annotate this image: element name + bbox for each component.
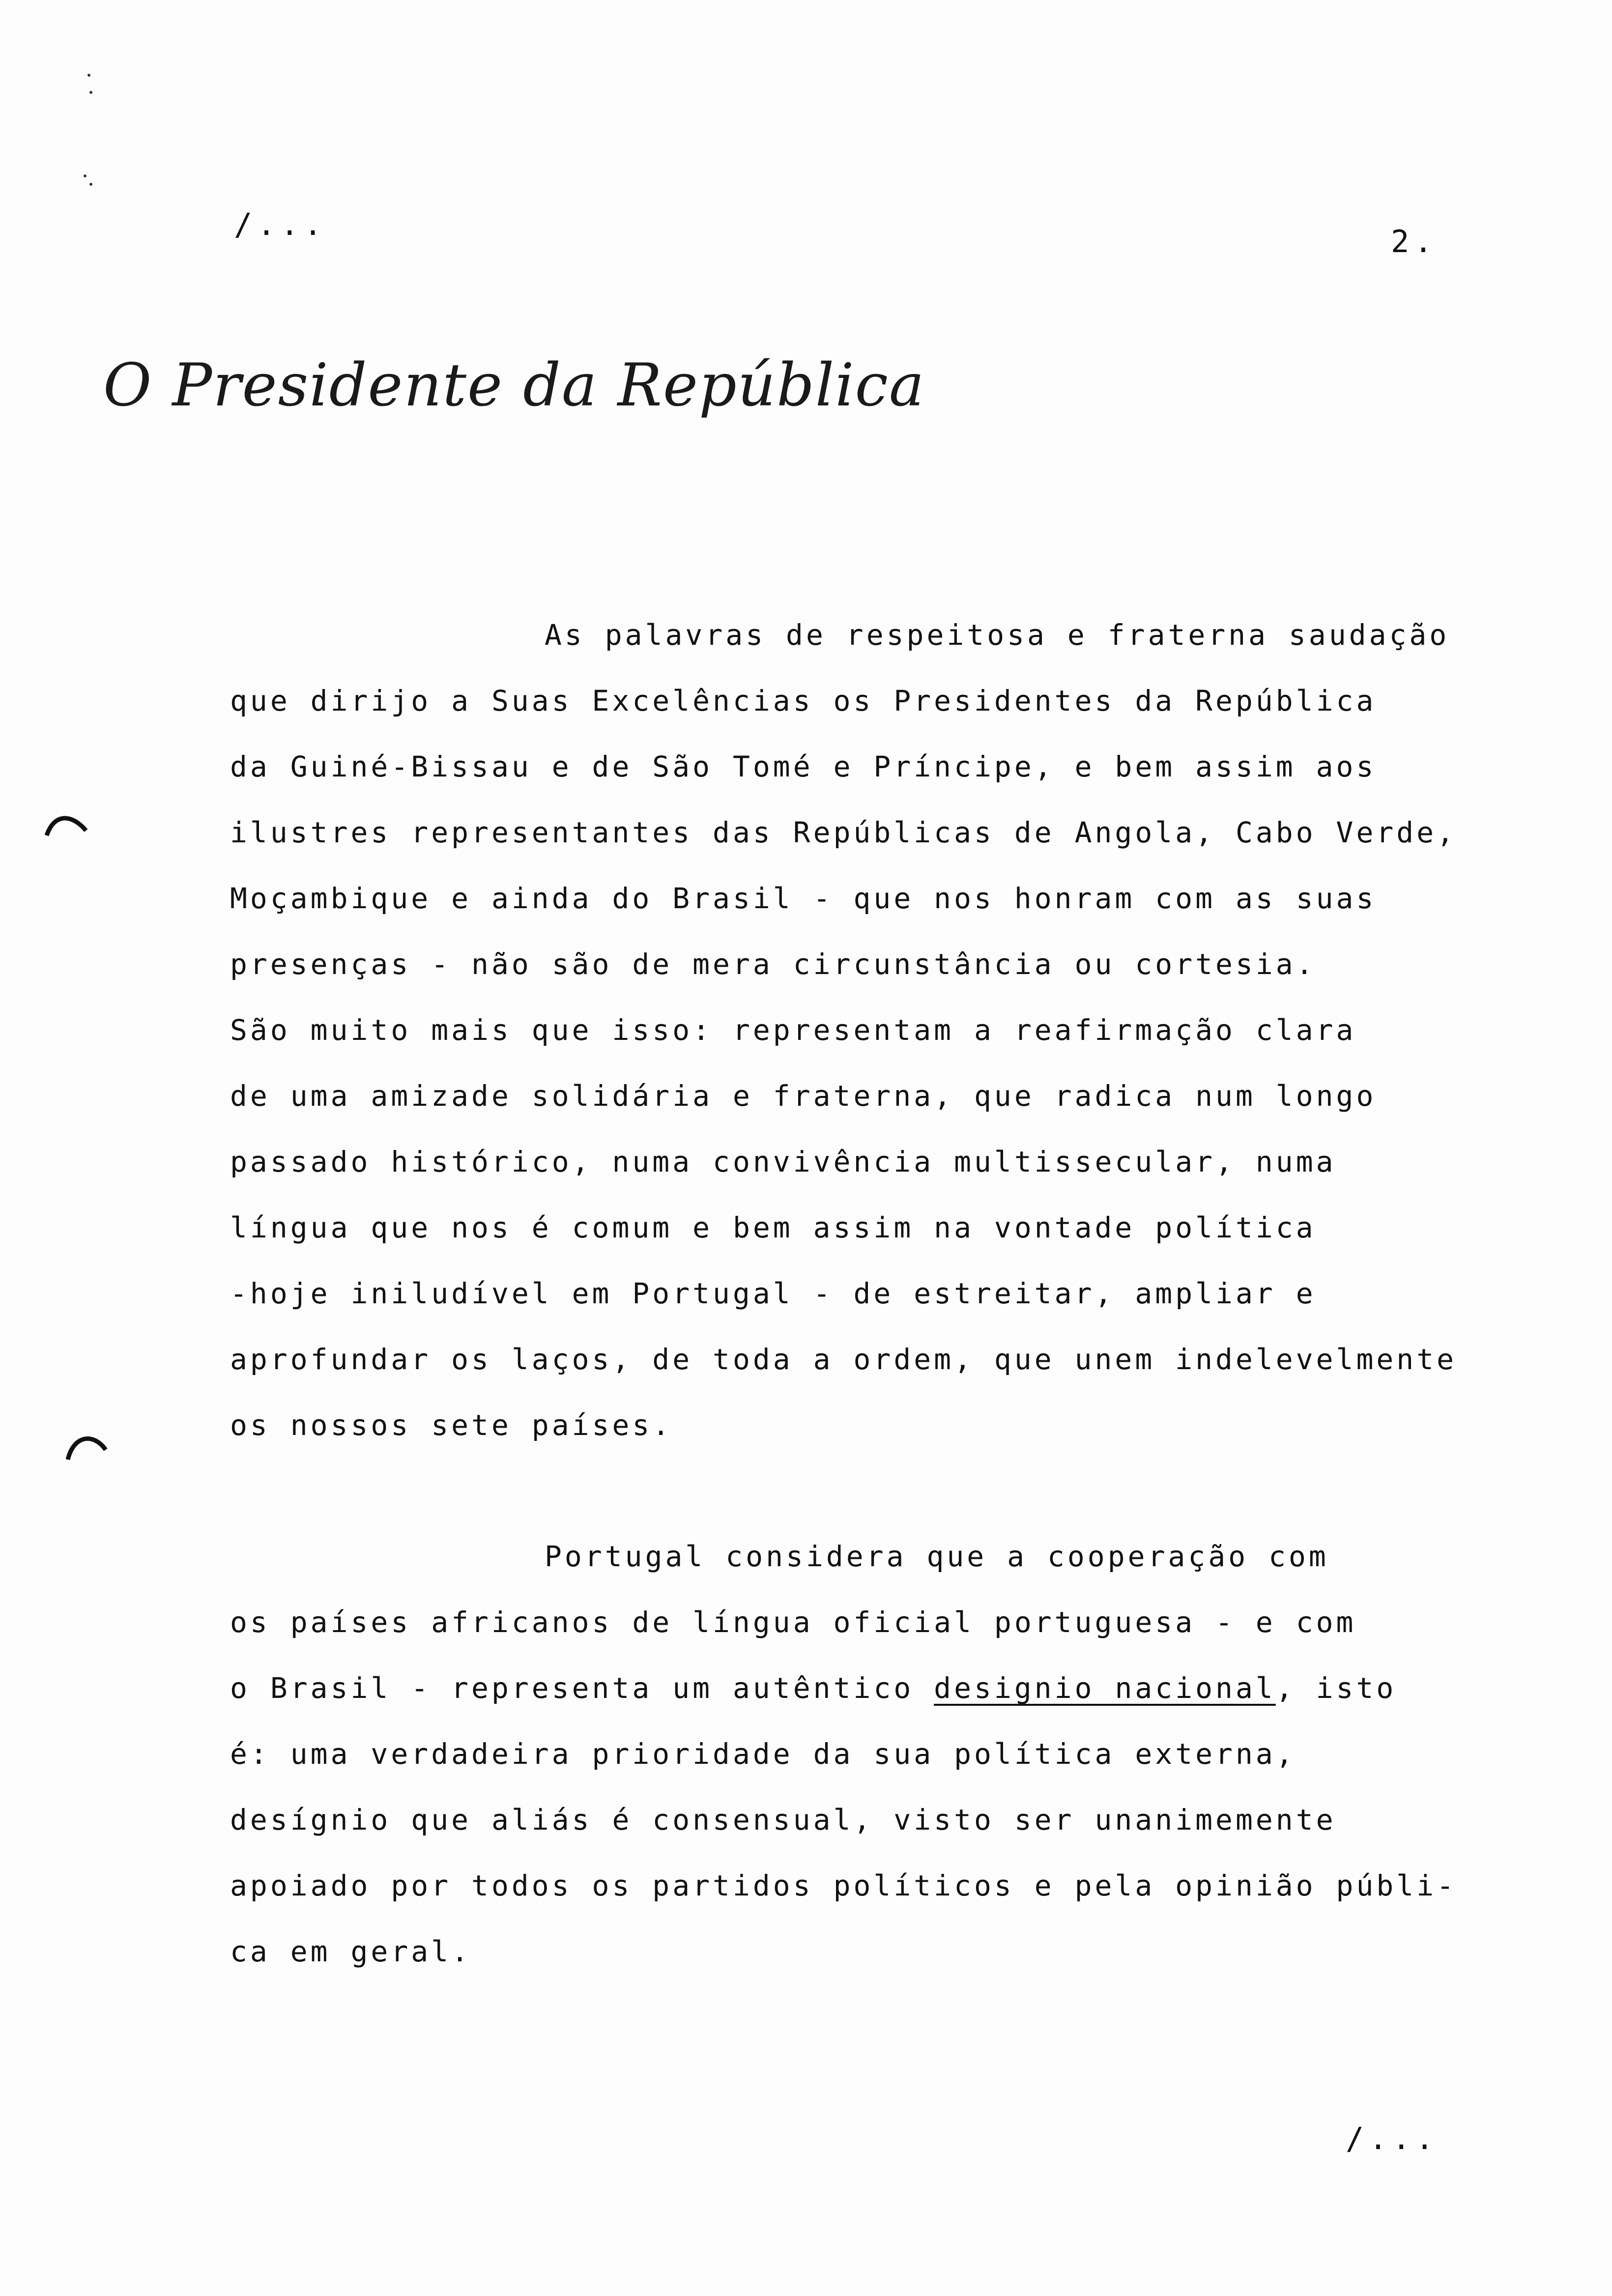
page-number: 2. [1391,224,1438,259]
text-line: é: uma verdadeira prioridade da sua política externa, [230,1737,1296,1771]
scan-speck [87,74,90,77]
paragraph-cooperation [230,1523,1457,1984]
text-line: Portugal considera que a cooperação com [545,1540,1329,1573]
text-line: -hoje iniludível em Portugal - de estreitar, ampliar e [230,1277,1316,1310]
text-line: desígnio que aliás é consensual, visto ser unanimemente [230,1803,1336,1837]
text-line: Moçambique e ainda do Brasil - que nos honram com as suas [230,882,1377,915]
text-line: passado histórico, numa convivência multissecular, numa [230,1145,1336,1178]
text-line: língua que nos é comum e bem assim na vontade política [230,1211,1316,1244]
text-fragment: o Brasil - representa um autêntico [230,1671,914,1705]
letterhead-signature: O Presidente da República [103,351,925,420]
text-line: ilustres representantes das Repúblicas de Angola, Cabo Verde, [230,816,1457,849]
scan-speck [89,91,92,94]
hole-punch-mark [44,811,88,840]
text-line: apoiado por todos os partidos políticos e pela opinião públi- [230,1869,1457,1902]
underlined-phrase: designio nacional [934,1671,1276,1705]
text-line: de uma amizade solidária e fraterna, que radica num longo [230,1079,1377,1113]
scan-speck [89,183,92,186]
paragraph-greeting [230,602,1457,1458]
continuation-mark-bottom: /... [1346,2121,1439,2156]
text-line: As palavras de respeitosa e fraterna saudação [545,618,1450,652]
scan-speck [84,174,86,177]
text-line: ca em geral. [230,1935,472,1968]
text-line: que dirijo a Suas Excelências os Presidentes da República [230,684,1377,718]
text-line: os nossos sete países. [230,1408,673,1442]
text-line: aprofundar os laços, de toda a ordem, que unem indelevelmente [230,1343,1457,1376]
text-line: presenças - não são de mera circunstância ou cortesia. [230,947,1316,981]
text-line: os países africanos de língua oficial portuguesa - e com [230,1606,1356,1639]
hole-punch-mark [64,1433,108,1462]
continuation-mark-top: /... [234,206,327,242]
text-line: São muito mais que isso: representam a reafirmação clara [230,1013,1356,1047]
text-line [230,1655,1429,1721]
text-line: da Guiné-Bissau e de São Tomé e Príncipe, e bem assim aos [230,750,1377,783]
text-fragment: , isto [1275,1671,1397,1705]
